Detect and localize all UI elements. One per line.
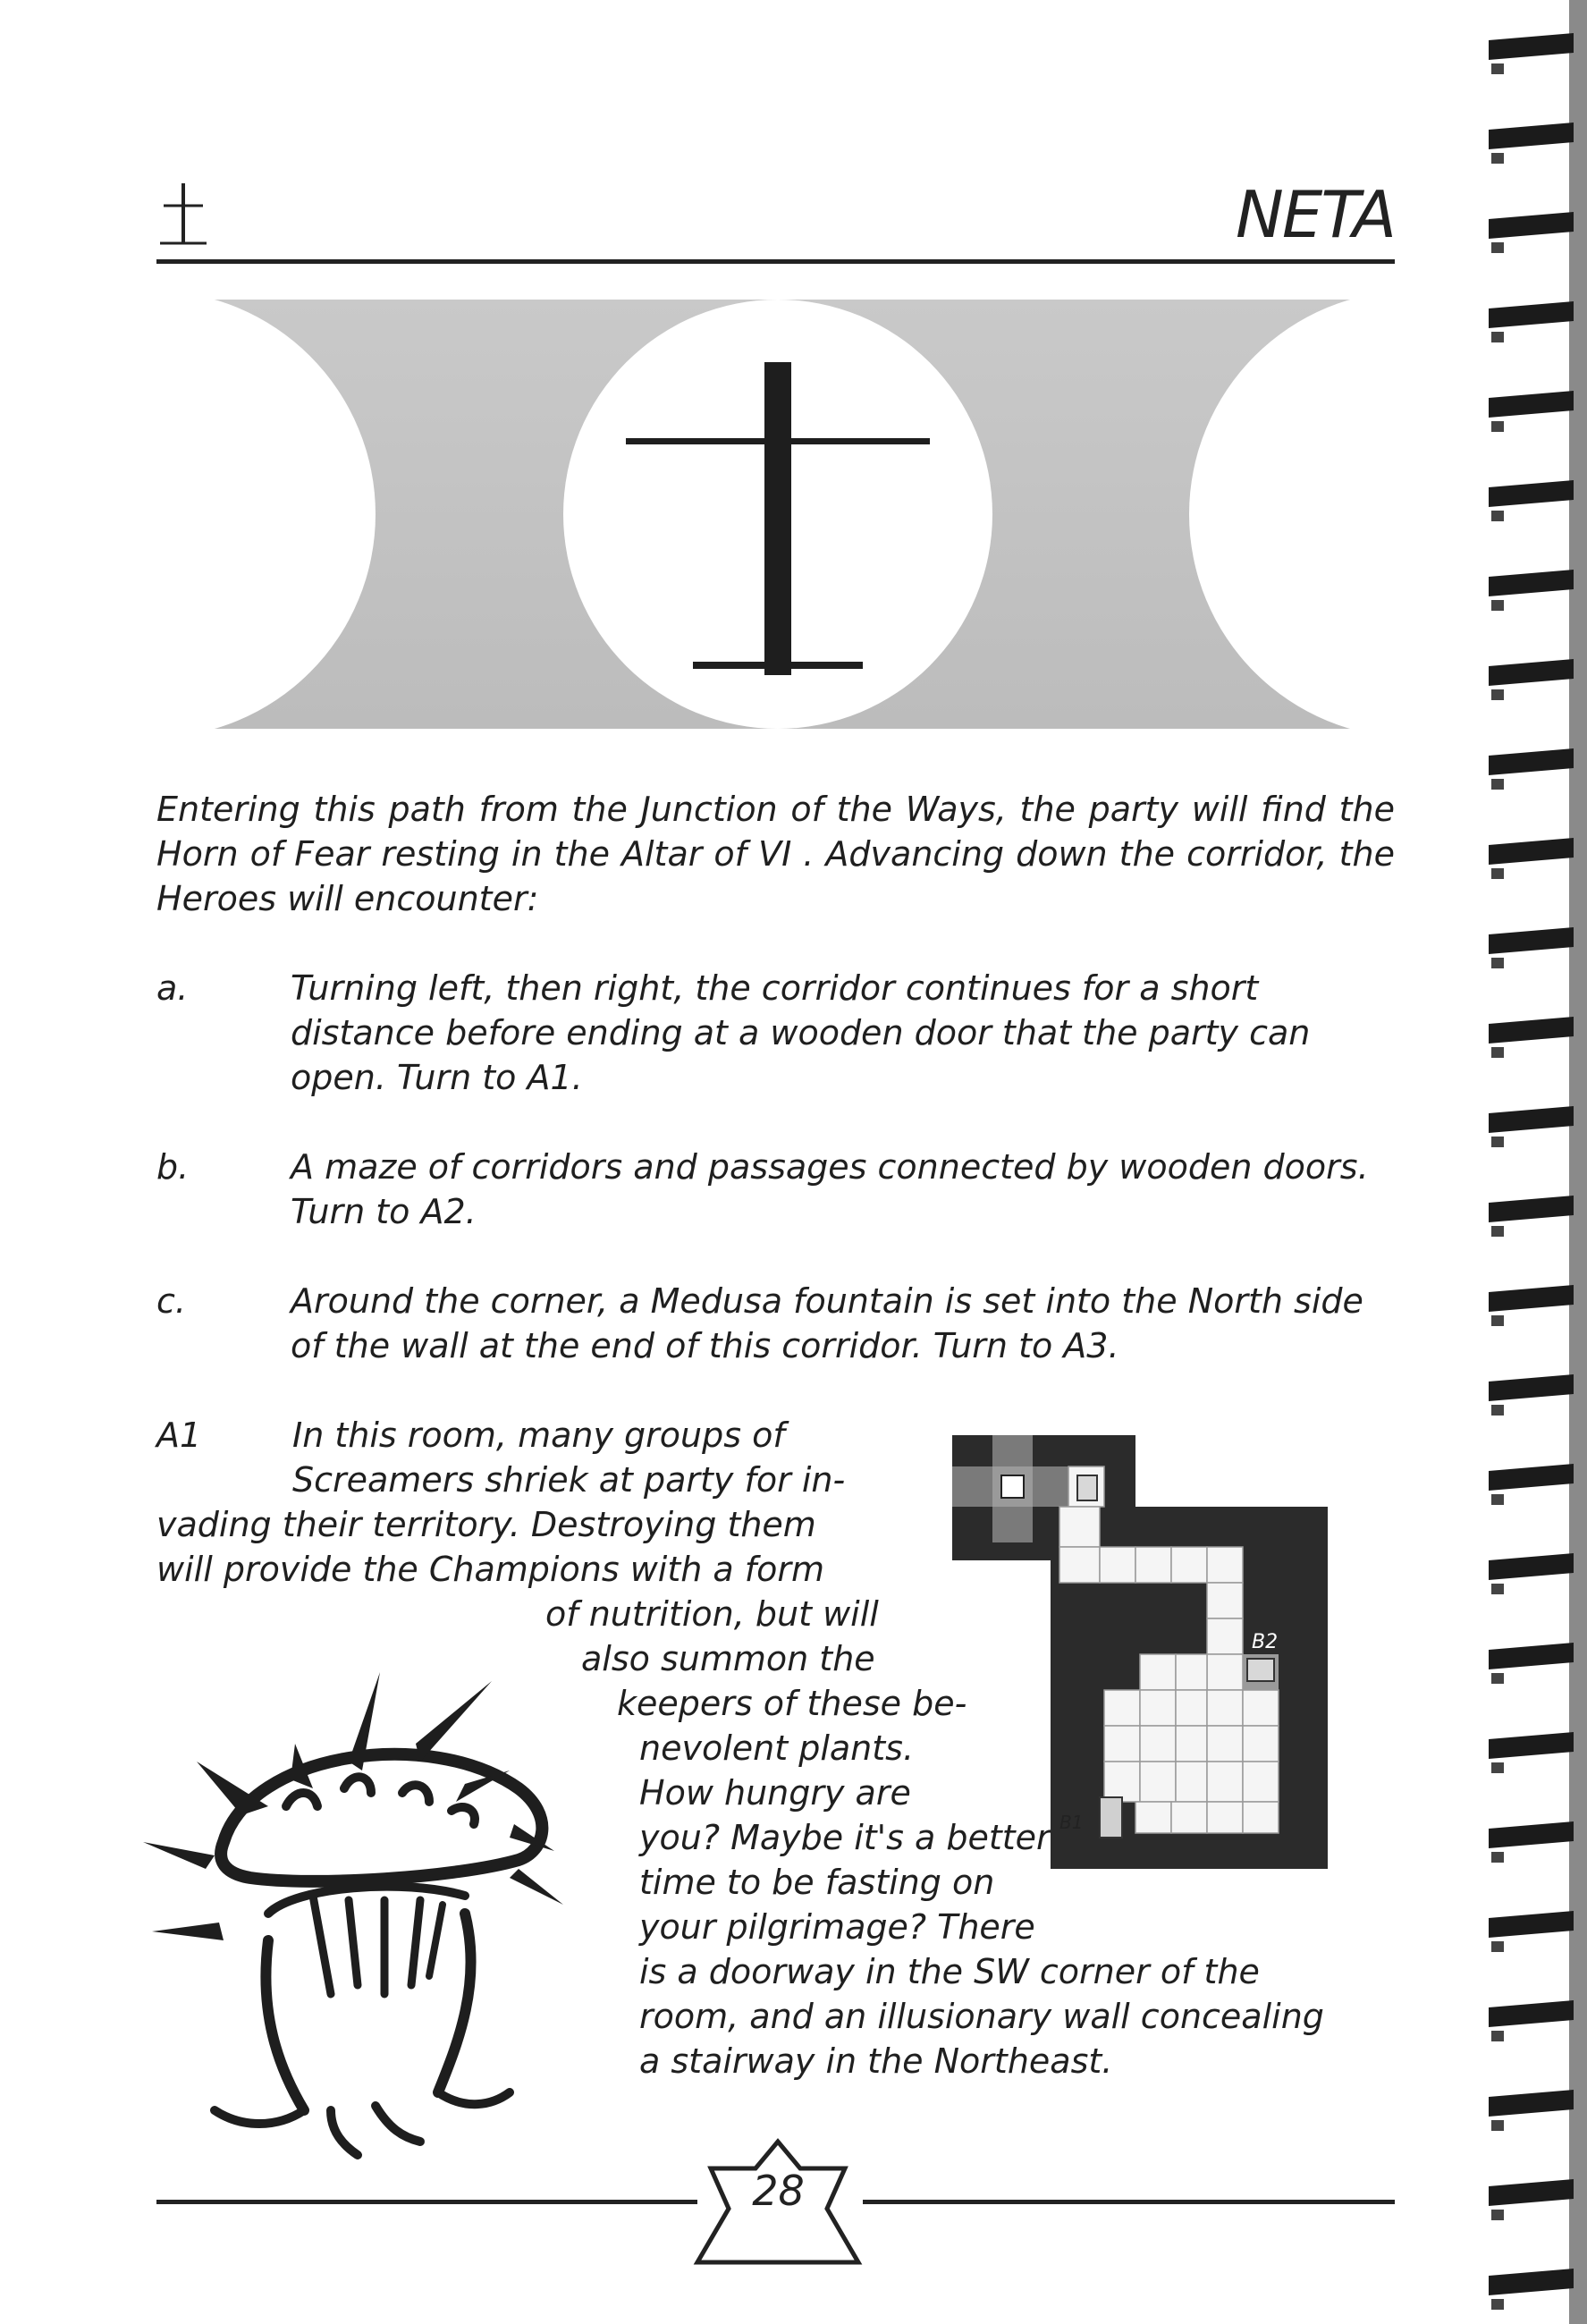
a1-line: keepers of these be-: [617, 1684, 967, 1723]
spiral-coil: [1489, 480, 1574, 507]
a1-line: nevolent plants.: [639, 1728, 915, 1768]
spiral-coil: [1489, 570, 1574, 596]
page-number: 28: [752, 2167, 805, 2215]
binding-hole: [1491, 868, 1504, 879]
binding-hole: [1491, 1137, 1504, 1147]
spiral-coil: [1489, 1285, 1574, 1312]
a1-line: Screamers shriek at party for in-: [292, 1460, 846, 1500]
footer-divider-left: [156, 2200, 697, 2204]
chapter-title: NETA: [1236, 177, 1395, 252]
binding-hole: [1491, 1852, 1504, 1863]
spiral-coil: [1489, 1106, 1574, 1133]
spiral-coil: [1489, 1732, 1574, 1759]
spiral-coil: [1489, 2269, 1574, 2295]
spiral-coil: [1489, 1643, 1574, 1669]
binding-hole: [1491, 1941, 1504, 1952]
a1-line: How hungry are: [639, 1773, 911, 1813]
spiral-coil: [1489, 1196, 1574, 1222]
spiral-coil: [1489, 659, 1574, 686]
binding-hole: [1491, 1584, 1504, 1594]
binding-hole: [1491, 600, 1504, 611]
spiral-coil: [1489, 927, 1574, 954]
a1-marker: A1: [156, 1416, 202, 1455]
intro-paragraph: Entering this path from the Junction of the Ways, the party will find the Horn of Fear resting in the Altar of VI . Advancing down the corridor, the Heroes will encounter:: [156, 790, 1395, 918]
binding-hole: [1491, 1315, 1504, 1326]
header-divider: [156, 259, 1395, 264]
dungeon-map: [952, 1435, 1328, 1869]
binding-hole: [1491, 421, 1504, 432]
a1-line: a stairway in the Northeast.: [639, 2041, 1113, 2081]
spiral-coil: [1489, 2090, 1574, 2117]
binding-hole: [1491, 2210, 1504, 2220]
screamer-plant-illustration: [134, 1645, 599, 2164]
a1-line: room, and an illusionary wall concealing: [639, 1997, 1324, 2036]
spiral-coil: [1489, 2179, 1574, 2206]
footer-divider-right: [863, 2200, 1395, 2204]
a1-line: you? Maybe it's a better: [639, 1818, 1051, 1857]
spiral-coil: [1489, 212, 1574, 239]
binding-hole: [1491, 332, 1504, 342]
binding-hole: [1491, 1226, 1504, 1237]
spiral-coil: [1489, 748, 1574, 775]
binding-hole: [1491, 2299, 1504, 2310]
spiral-coil: [1489, 391, 1574, 418]
spiral-coil: [1489, 1821, 1574, 1848]
binding-hole: [1491, 1405, 1504, 1416]
binding-hole: [1491, 1762, 1504, 1773]
spiral-coil: [1489, 1464, 1574, 1491]
a1-line: time to be fasting on: [639, 1863, 995, 1902]
spiral-binding: [1484, 0, 1587, 2324]
binding-hole: [1491, 153, 1504, 164]
item-text: Around the corner, a Medusa fountain is set into the North side of the wall at the end of this corridor. Turn to A3.: [291, 1281, 1363, 1365]
spiral-coil: [1489, 838, 1574, 865]
binding-hole: [1491, 958, 1504, 968]
a1-line: also summon the: [581, 1639, 875, 1678]
item-text: Turning left, then right, the corridor continues for a short distance before ending at a wooden door that the party can open. Turn to A1.: [291, 968, 1311, 1097]
item-marker: c.: [156, 1281, 186, 1321]
binding-hole: [1491, 1673, 1504, 1684]
spiral-coil: [1489, 33, 1574, 60]
spiral-coil: [1489, 2000, 1574, 2027]
binding-hole: [1491, 242, 1504, 253]
item-text: A maze of corridors and passages connected by wooden doors. Turn to A2.: [291, 1147, 1369, 1231]
binding-hole: [1491, 511, 1504, 521]
a1-line: will provide the Champions with a form: [156, 1550, 825, 1589]
neta-rune-icon: [156, 179, 210, 250]
map-label-b1: B1: [1059, 1812, 1084, 1833]
binding-hole: [1491, 2120, 1504, 2131]
map-label-b2: B2: [1252, 1631, 1279, 1653]
spiral-coil: [1489, 1017, 1574, 1044]
a1-line: of nutrition, but will: [545, 1594, 879, 1634]
a1-line: In this room, many groups of: [292, 1416, 785, 1455]
spiral-coil: [1489, 301, 1574, 328]
spiral-coil: [1489, 1553, 1574, 1580]
spiral-coil: [1489, 1911, 1574, 1938]
binding-hole: [1491, 2031, 1504, 2041]
spiral-coil: [1489, 123, 1574, 149]
binding-hole: [1491, 1047, 1504, 1058]
a1-line: vading their territory. Destroying them: [156, 1505, 816, 1544]
spiral-coil: [1489, 1374, 1574, 1401]
binding-hole: [1491, 63, 1504, 74]
a1-line: is a doorway in the SW corner of the: [639, 1952, 1260, 1991]
a1-line: your pilgrimage? There: [639, 1907, 1035, 1947]
item-marker: a.: [156, 968, 189, 1008]
neta-banner: [161, 295, 1395, 733]
item-marker: b.: [156, 1147, 190, 1187]
binding-hole: [1491, 779, 1504, 790]
binding-hole: [1491, 689, 1504, 700]
binding-hole: [1491, 1494, 1504, 1505]
